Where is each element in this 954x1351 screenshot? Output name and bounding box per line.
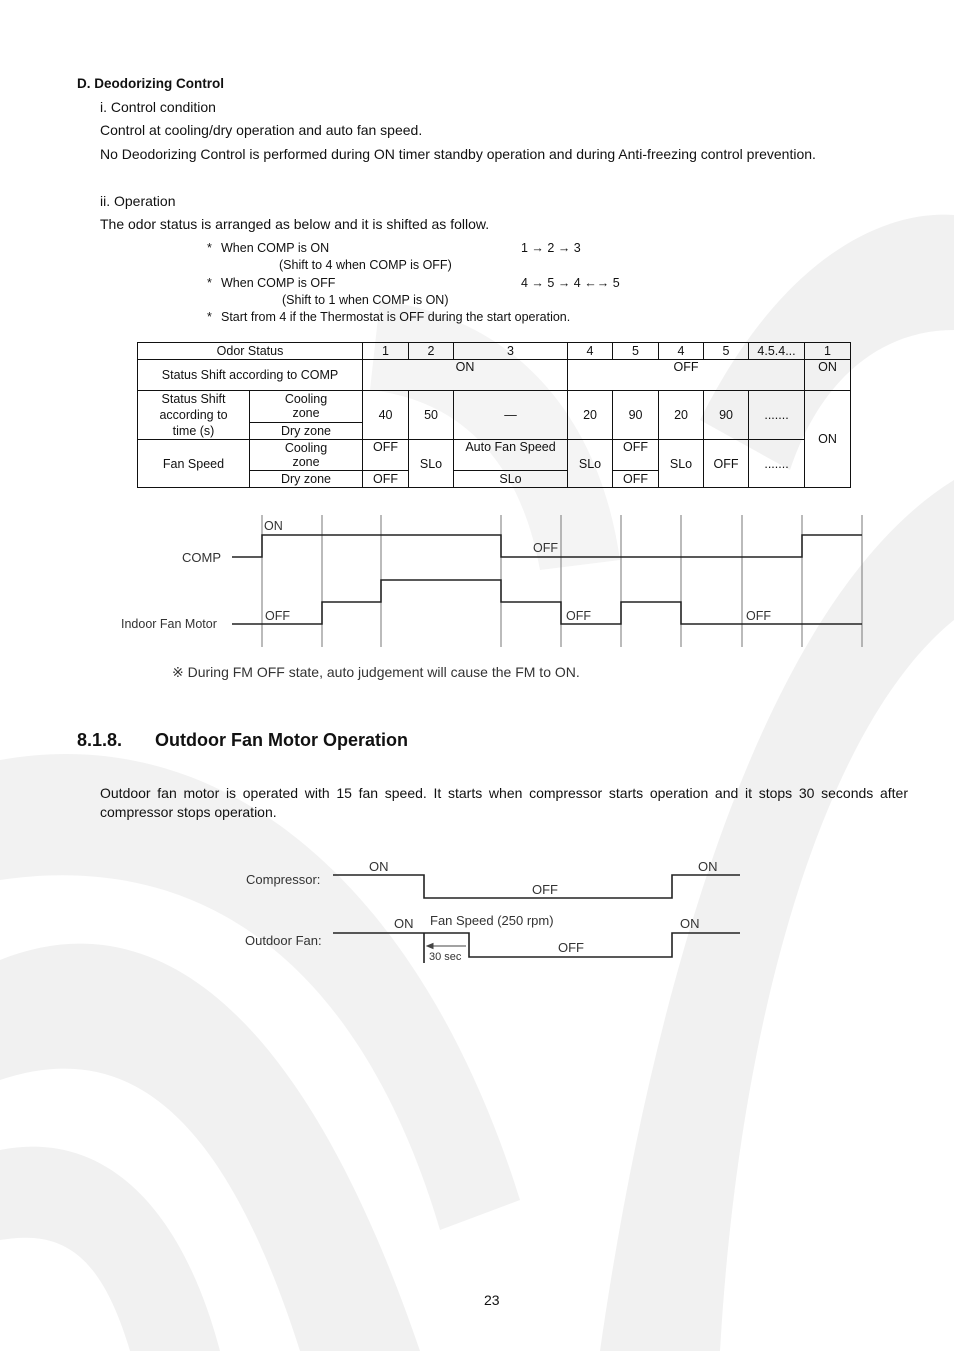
cell-comp-on: ON bbox=[363, 360, 568, 391]
bullet-mark: * bbox=[207, 241, 212, 255]
fan-off-label: OFF bbox=[746, 609, 771, 623]
bullet-thermostat: Start from 4 if the Thermostat is OFF during the start operation. bbox=[221, 310, 571, 324]
cell-fan-value: OFF bbox=[363, 471, 409, 488]
row-label-shift-time: Status Shift according to time (s) bbox=[138, 391, 250, 440]
comp-on-label: ON bbox=[264, 519, 283, 533]
bullet-comp-on: When COMP is ON bbox=[221, 241, 330, 255]
control-condition-line-1: Control at cooling/dry operation and auto fan speed. bbox=[100, 122, 423, 138]
table-header-cell: 2 bbox=[409, 343, 454, 360]
cell-fan-value: SLo bbox=[568, 440, 613, 488]
cell-cooling-zone: Cooling zone bbox=[250, 391, 363, 423]
cell-comp-off: OFF bbox=[568, 360, 805, 391]
control-condition-line-2: No Deodorizing Control is performed during ON timer standby operation and during Anti-freezing control prevention. bbox=[100, 146, 816, 162]
outdoor-fan-label: Outdoor Fan: bbox=[245, 933, 322, 948]
table-header-cell: 4.5.4... bbox=[749, 343, 805, 360]
comp-label: COMP bbox=[182, 550, 221, 565]
cell-fan-value: ....... bbox=[749, 440, 805, 488]
cell-time-value: 40 bbox=[363, 391, 409, 440]
fm-off-note: ※ During FM OFF state, auto judgement will cause the FM to ON. bbox=[172, 664, 580, 680]
section-d-title: D. Deodorizing Control bbox=[77, 76, 224, 91]
cell-time-value: 90 bbox=[704, 391, 749, 440]
section-title: Outdoor Fan Motor Operation bbox=[155, 730, 408, 750]
fan-off-label: OFF bbox=[265, 609, 290, 623]
operation-line: The odor status is arranged as below and it is shifted as follow. bbox=[100, 216, 490, 232]
cell-fan-value: OFF bbox=[363, 440, 409, 471]
outdoor-fan-timing-diagram bbox=[0, 850, 954, 970]
row-label-fan-speed: Fan Speed bbox=[138, 440, 250, 488]
table-header-cell: 5 bbox=[704, 343, 749, 360]
cell-fan-value: OFF bbox=[613, 440, 659, 471]
odor-status-table bbox=[137, 342, 851, 488]
cell-cooling-zone: Cooling zone bbox=[250, 440, 363, 471]
fan-on-label: ON bbox=[394, 916, 414, 931]
bullet-mark: * bbox=[207, 310, 212, 324]
cell-time-value: 90 bbox=[613, 391, 659, 440]
cell-time-last: ON bbox=[805, 391, 851, 488]
fan-off-label: OFF bbox=[558, 940, 584, 955]
note-comp-off: (Shift to 1 when COMP is ON) bbox=[282, 293, 449, 307]
table-row bbox=[138, 360, 851, 391]
compressor-on-label: ON bbox=[698, 859, 718, 874]
bullet-mark: * bbox=[207, 276, 212, 290]
fan-on-label: ON bbox=[680, 916, 700, 931]
cell-fan-value: SLo bbox=[409, 440, 454, 488]
page-number: 23 bbox=[484, 1292, 500, 1308]
sequence-comp-on: 1 → 2 → 3 bbox=[521, 241, 581, 255]
note-comp-on: (Shift to 4 when COMP is OFF) bbox=[279, 258, 452, 272]
cell-comp-last: ON bbox=[805, 360, 851, 391]
sequence-comp-off: 4 → 5 → 4 ←→ 5 bbox=[521, 276, 620, 290]
table-header-cell: 3 bbox=[454, 343, 568, 360]
table-header-cell: Odor Status bbox=[138, 343, 363, 360]
delay-label: 30 sec bbox=[429, 951, 462, 963]
cell-time-value: ....... bbox=[749, 391, 805, 440]
outdoor-fan-paragraph: Outdoor fan motor is operated with 15 fan speed. It starts when compressor starts operation and it stops 30 seconds after compressor stops operation. bbox=[100, 785, 908, 820]
table-row bbox=[138, 391, 851, 423]
bullet-comp-off: When COMP is OFF bbox=[221, 276, 336, 290]
cell-fan-value: SLo bbox=[454, 471, 568, 488]
section-number: 8.1.8. bbox=[77, 730, 123, 750]
compressor-on-label: ON bbox=[369, 859, 389, 874]
table-row bbox=[138, 343, 851, 360]
fan-off-label: OFF bbox=[566, 609, 591, 623]
table-header-cell: 1 bbox=[363, 343, 409, 360]
row-label-shift-comp: Status Shift according to COMP bbox=[138, 360, 363, 391]
deodorizing-timing-diagram bbox=[0, 505, 954, 695]
cell-time-value: 50 bbox=[409, 391, 454, 440]
cell-dry-zone: Dry zone bbox=[250, 422, 363, 439]
compressor-off-label: OFF bbox=[532, 882, 558, 897]
cell-fan-value: OFF bbox=[704, 440, 749, 488]
cell-dry-zone: Dry zone bbox=[250, 471, 363, 488]
cell-time-value: — bbox=[454, 391, 568, 440]
table-header-cell: 1 bbox=[805, 343, 851, 360]
table-header-cell: 4 bbox=[659, 343, 704, 360]
indoor-fan-motor-label: Indoor Fan Motor bbox=[121, 617, 217, 631]
comp-off-label: OFF bbox=[533, 541, 558, 555]
table-row bbox=[138, 440, 851, 471]
compressor-label: Compressor: bbox=[246, 872, 321, 887]
control-condition-heading: i. Control condition bbox=[100, 99, 216, 115]
cell-fan-value: Auto Fan Speed bbox=[454, 440, 568, 471]
operation-heading: ii. Operation bbox=[100, 193, 176, 209]
cell-time-value: 20 bbox=[659, 391, 704, 440]
cell-time-value: 20 bbox=[568, 391, 613, 440]
table-header-cell: 5 bbox=[613, 343, 659, 360]
cell-fan-value: SLo bbox=[659, 440, 704, 488]
cell-fan-value: OFF bbox=[613, 471, 659, 488]
table-header-cell: 4 bbox=[568, 343, 613, 360]
fan-speed-label: Fan Speed (250 rpm) bbox=[430, 913, 554, 928]
